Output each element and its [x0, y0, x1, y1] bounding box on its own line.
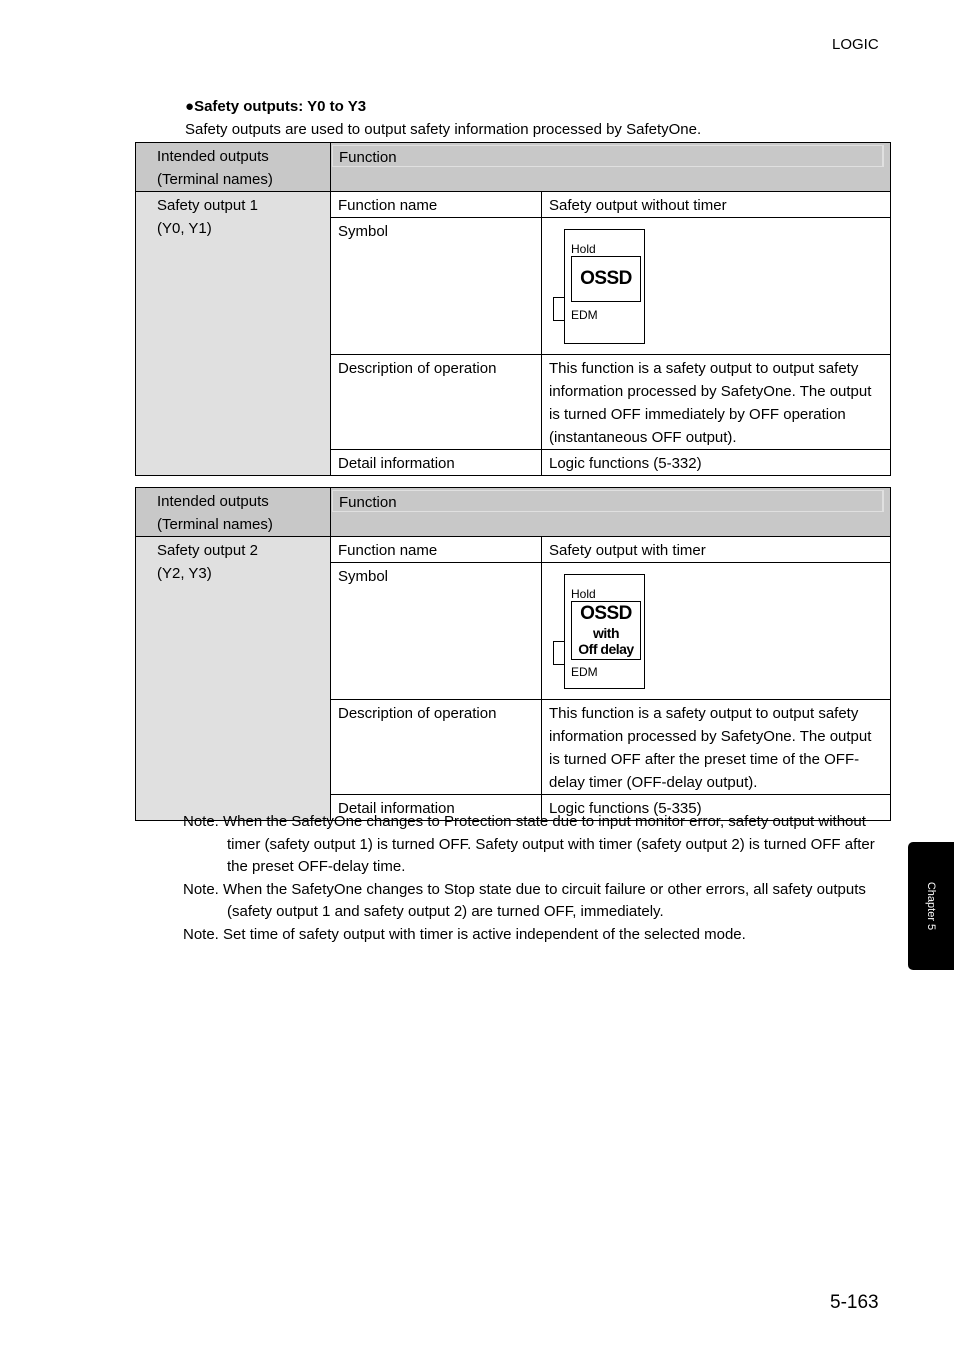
section-intro: Safety outputs are used to output safety information processed by SafetyOne. [185, 121, 702, 138]
value-symbol [542, 218, 891, 355]
edm-connector-icon [553, 641, 565, 665]
label-symbol: Symbol [331, 218, 542, 355]
header-intended-outputs: Intended outputs (Terminal names) [136, 143, 331, 192]
table-row [136, 192, 891, 218]
page-number: 5-163 [830, 1292, 879, 1313]
ossd-label-box: OSSD [571, 256, 641, 302]
running-header: LOGIC [832, 36, 879, 53]
note-item: Note. When the SafetyOne changes to Protection state due to input monitor error, safety output without timer (safety output 1) is turned OFF. Safety output with timer (safety output 2) is turned OFF after the preset OFF-delay time. [183, 813, 875, 875]
value-function-name: Safety output without timer [542, 192, 891, 218]
label-function-name: Function name [331, 537, 542, 563]
header-intended-outputs: Intended outputs (Terminal names) [136, 488, 331, 537]
ossd-off-delay-symbol: Hold OSSD with Off delay EDM [564, 574, 645, 689]
table-header-row [136, 143, 891, 192]
note-item: Note. Set time of safety output with timer is active independent of the selected mode. [183, 925, 746, 943]
edm-connector-icon [553, 297, 565, 321]
label-function-name: Function name [331, 192, 542, 218]
output-name-cell: Safety output 1 (Y0, Y1) [136, 192, 331, 476]
label-detail: Detail information [331, 795, 542, 821]
safety-output-2-table [135, 487, 891, 821]
label-description: Description of operation [331, 700, 542, 795]
ossd-symbol: Hold OSSD EDM [564, 229, 645, 344]
value-description: This function is a safety output to output safety information processed by SafetyOne. The output is turned OFF immediately by OFF operation (instantaneous OFF output). [542, 355, 891, 450]
bullet-icon: ● [185, 98, 195, 115]
chapter-tab [908, 842, 954, 970]
label-detail: Detail information [331, 450, 542, 476]
table-header-row [136, 488, 891, 537]
ossd-off-delay-label-box: OSSD with Off delay [571, 601, 641, 660]
value-detail: Logic functions (5-335) [542, 795, 891, 821]
section-title-text: Safety outputs: Y0 to Y3 [194, 98, 367, 115]
chapter-tab-label: Chapter 5 [925, 881, 937, 931]
label-symbol: Symbol [331, 563, 542, 700]
header-function: Function [331, 488, 891, 537]
value-description: This function is a safety output to output safety information processed by SafetyOne. The output is turned OFF after the preset time of the OFF-delay timer (OFF-delay output). [542, 700, 891, 795]
value-function-name: Safety output with timer [542, 537, 891, 563]
value-symbol [542, 563, 891, 700]
safety-output-1-table [135, 142, 891, 476]
section-title [185, 98, 366, 115]
value-detail: Logic functions (5-332) [542, 450, 891, 476]
label-description: Description of operation [331, 355, 542, 450]
note-item: Note. When the SafetyOne changes to Stop state due to circuit failure or other errors, all safety outputs (safety output 1 and safety output 2) are turned OFF, immediately. [183, 880, 866, 920]
output-name-cell: Safety output 2 (Y2, Y3) [136, 537, 331, 821]
notes [183, 811, 883, 946]
table-row [136, 537, 891, 563]
header-function: Function [331, 143, 891, 192]
